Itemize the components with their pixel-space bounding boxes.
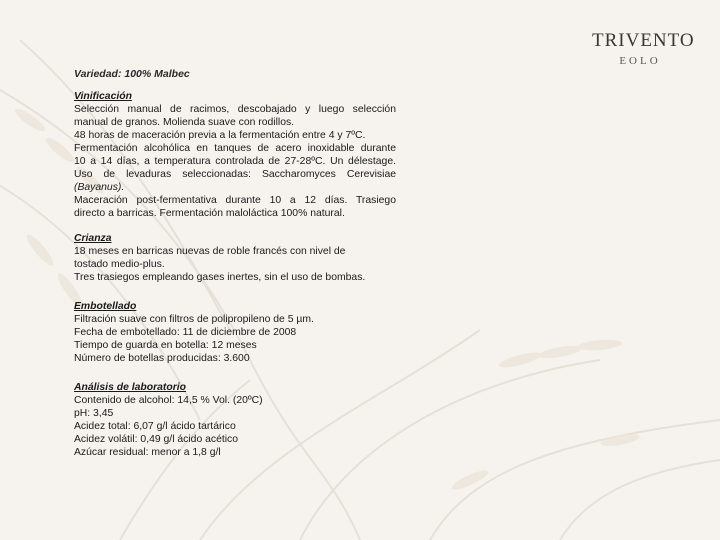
text-line: Uso de levaduras seleccionadas: Saccharomyces Cerevisiae bbox=[74, 169, 396, 180]
logo-brand: TRIVENTO bbox=[592, 30, 695, 51]
text-line: Tiempo de guarda en botella: 12 meses bbox=[74, 340, 257, 351]
logo-subbrand: EOLO bbox=[619, 55, 661, 67]
text-line: tostado medio-plus. bbox=[74, 259, 165, 270]
crianza-heading: Crianza bbox=[74, 233, 112, 244]
text-line: pH: 3,45 bbox=[74, 408, 114, 419]
vinificacion-body bbox=[74, 103, 396, 220]
varietal-line: Variedad: 100% Malbec bbox=[74, 68, 190, 80]
text-line: 10 a 14 días, a temperatura controlada de 27-28ºC. Un délestage. bbox=[74, 156, 396, 167]
text-line: Maceración post-fermentativa durante 10 a 12 días. Trasiego bbox=[74, 195, 396, 206]
text-line: (Bayanus). bbox=[74, 182, 125, 193]
text-line: Filtración suave con filtros de polipropileno de 5 µm. bbox=[74, 314, 314, 325]
text-line: manual de granos. Molienda suave con rodillos. bbox=[74, 117, 295, 128]
analisis-body bbox=[74, 394, 396, 459]
text-line: Contenido de alcohol: 14,5 % Vol. (20ºC) bbox=[74, 395, 263, 406]
text-line: directo a barricas. Fermentación maloláctica 100% natural. bbox=[74, 208, 345, 219]
wine-tech-sheet bbox=[74, 68, 396, 459]
text-line: Número de botellas producidas: 3.600 bbox=[74, 353, 250, 364]
analisis-heading: Análisis de laboratorio bbox=[74, 382, 187, 393]
trivento-logo bbox=[592, 30, 695, 67]
embotellado-body bbox=[74, 313, 396, 365]
text-line: 18 meses en barricas nuevas de roble francés con nivel de bbox=[74, 246, 346, 257]
embotellado-heading: Embotellado bbox=[74, 301, 137, 312]
text-line: Azúcar residual: menor a 1,8 g/l bbox=[74, 447, 221, 458]
text-line: Tres trasiegos empleando gases inertes, sin el uso de bombas. bbox=[74, 272, 366, 283]
text-line: Fecha de embotellado: 11 de diciembre de 2008 bbox=[74, 327, 297, 338]
crianza-body bbox=[74, 245, 396, 284]
text-line: Fermentación alcohólica en tanques de acero inoxidable durante bbox=[74, 143, 396, 154]
text-line: Selección manual de racimos, descobajado y luego selección bbox=[74, 104, 396, 115]
vinificacion-heading: Vinificación bbox=[74, 91, 132, 102]
text-line: 48 horas de maceración previa a la fermentación entre 4 y 7ºC. bbox=[74, 130, 366, 141]
text-line: Acidez total: 6,07 g/l ácido tartárico bbox=[74, 421, 236, 432]
text-line: Acidez volátil: 0,49 g/l ácido acético bbox=[74, 434, 239, 445]
